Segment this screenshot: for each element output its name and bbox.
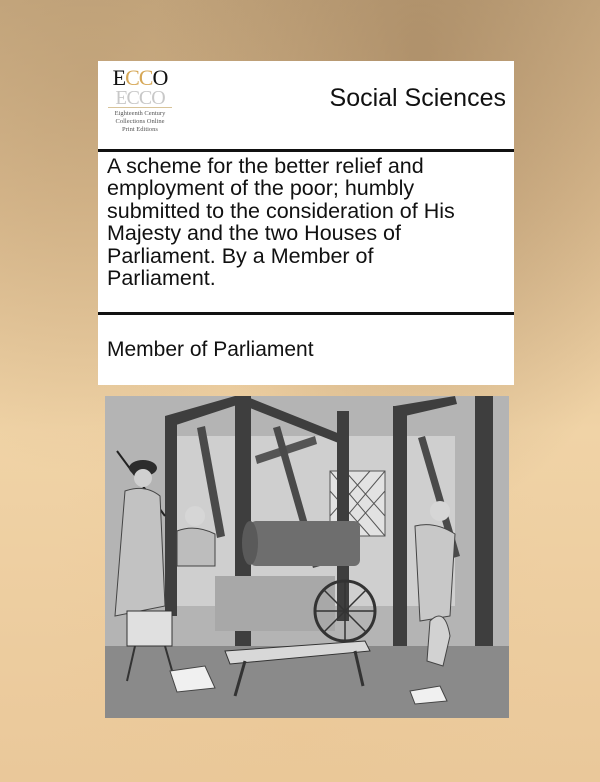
loom-workshop-engraving — [105, 396, 509, 718]
cover-text-panel — [98, 61, 514, 385]
cover-header — [98, 61, 514, 149]
bottom-rule — [98, 312, 514, 315]
top-rule — [98, 149, 514, 152]
title-line: A scheme for the better relief and — [107, 154, 424, 178]
ecco-logo-mark: ECCO — [112, 65, 168, 90]
title-line: submitted to the consideration of His — [107, 198, 455, 223]
cover-illustration — [105, 396, 509, 718]
title-line: Majesty and the two Houses of — [107, 221, 401, 246]
ecco-logo — [106, 67, 174, 143]
ecco-logo-reflection: ECCO — [115, 86, 165, 108]
book-title — [107, 155, 511, 289]
logo-caption-line: Collections Online — [115, 118, 165, 125]
logo-caption-line: Print Editions — [122, 126, 158, 133]
logo-caption — [106, 110, 174, 134]
logo-caption-line: Eighteenth Century — [114, 110, 166, 117]
title-line: Parliament. By a Member of — [107, 243, 374, 268]
series-label: Social Sciences — [329, 84, 506, 112]
title-line: Parliament. — [107, 266, 216, 291]
book-author: Member of Parliament — [107, 338, 314, 361]
title-line: employment of the poor; humbly — [107, 176, 415, 201]
